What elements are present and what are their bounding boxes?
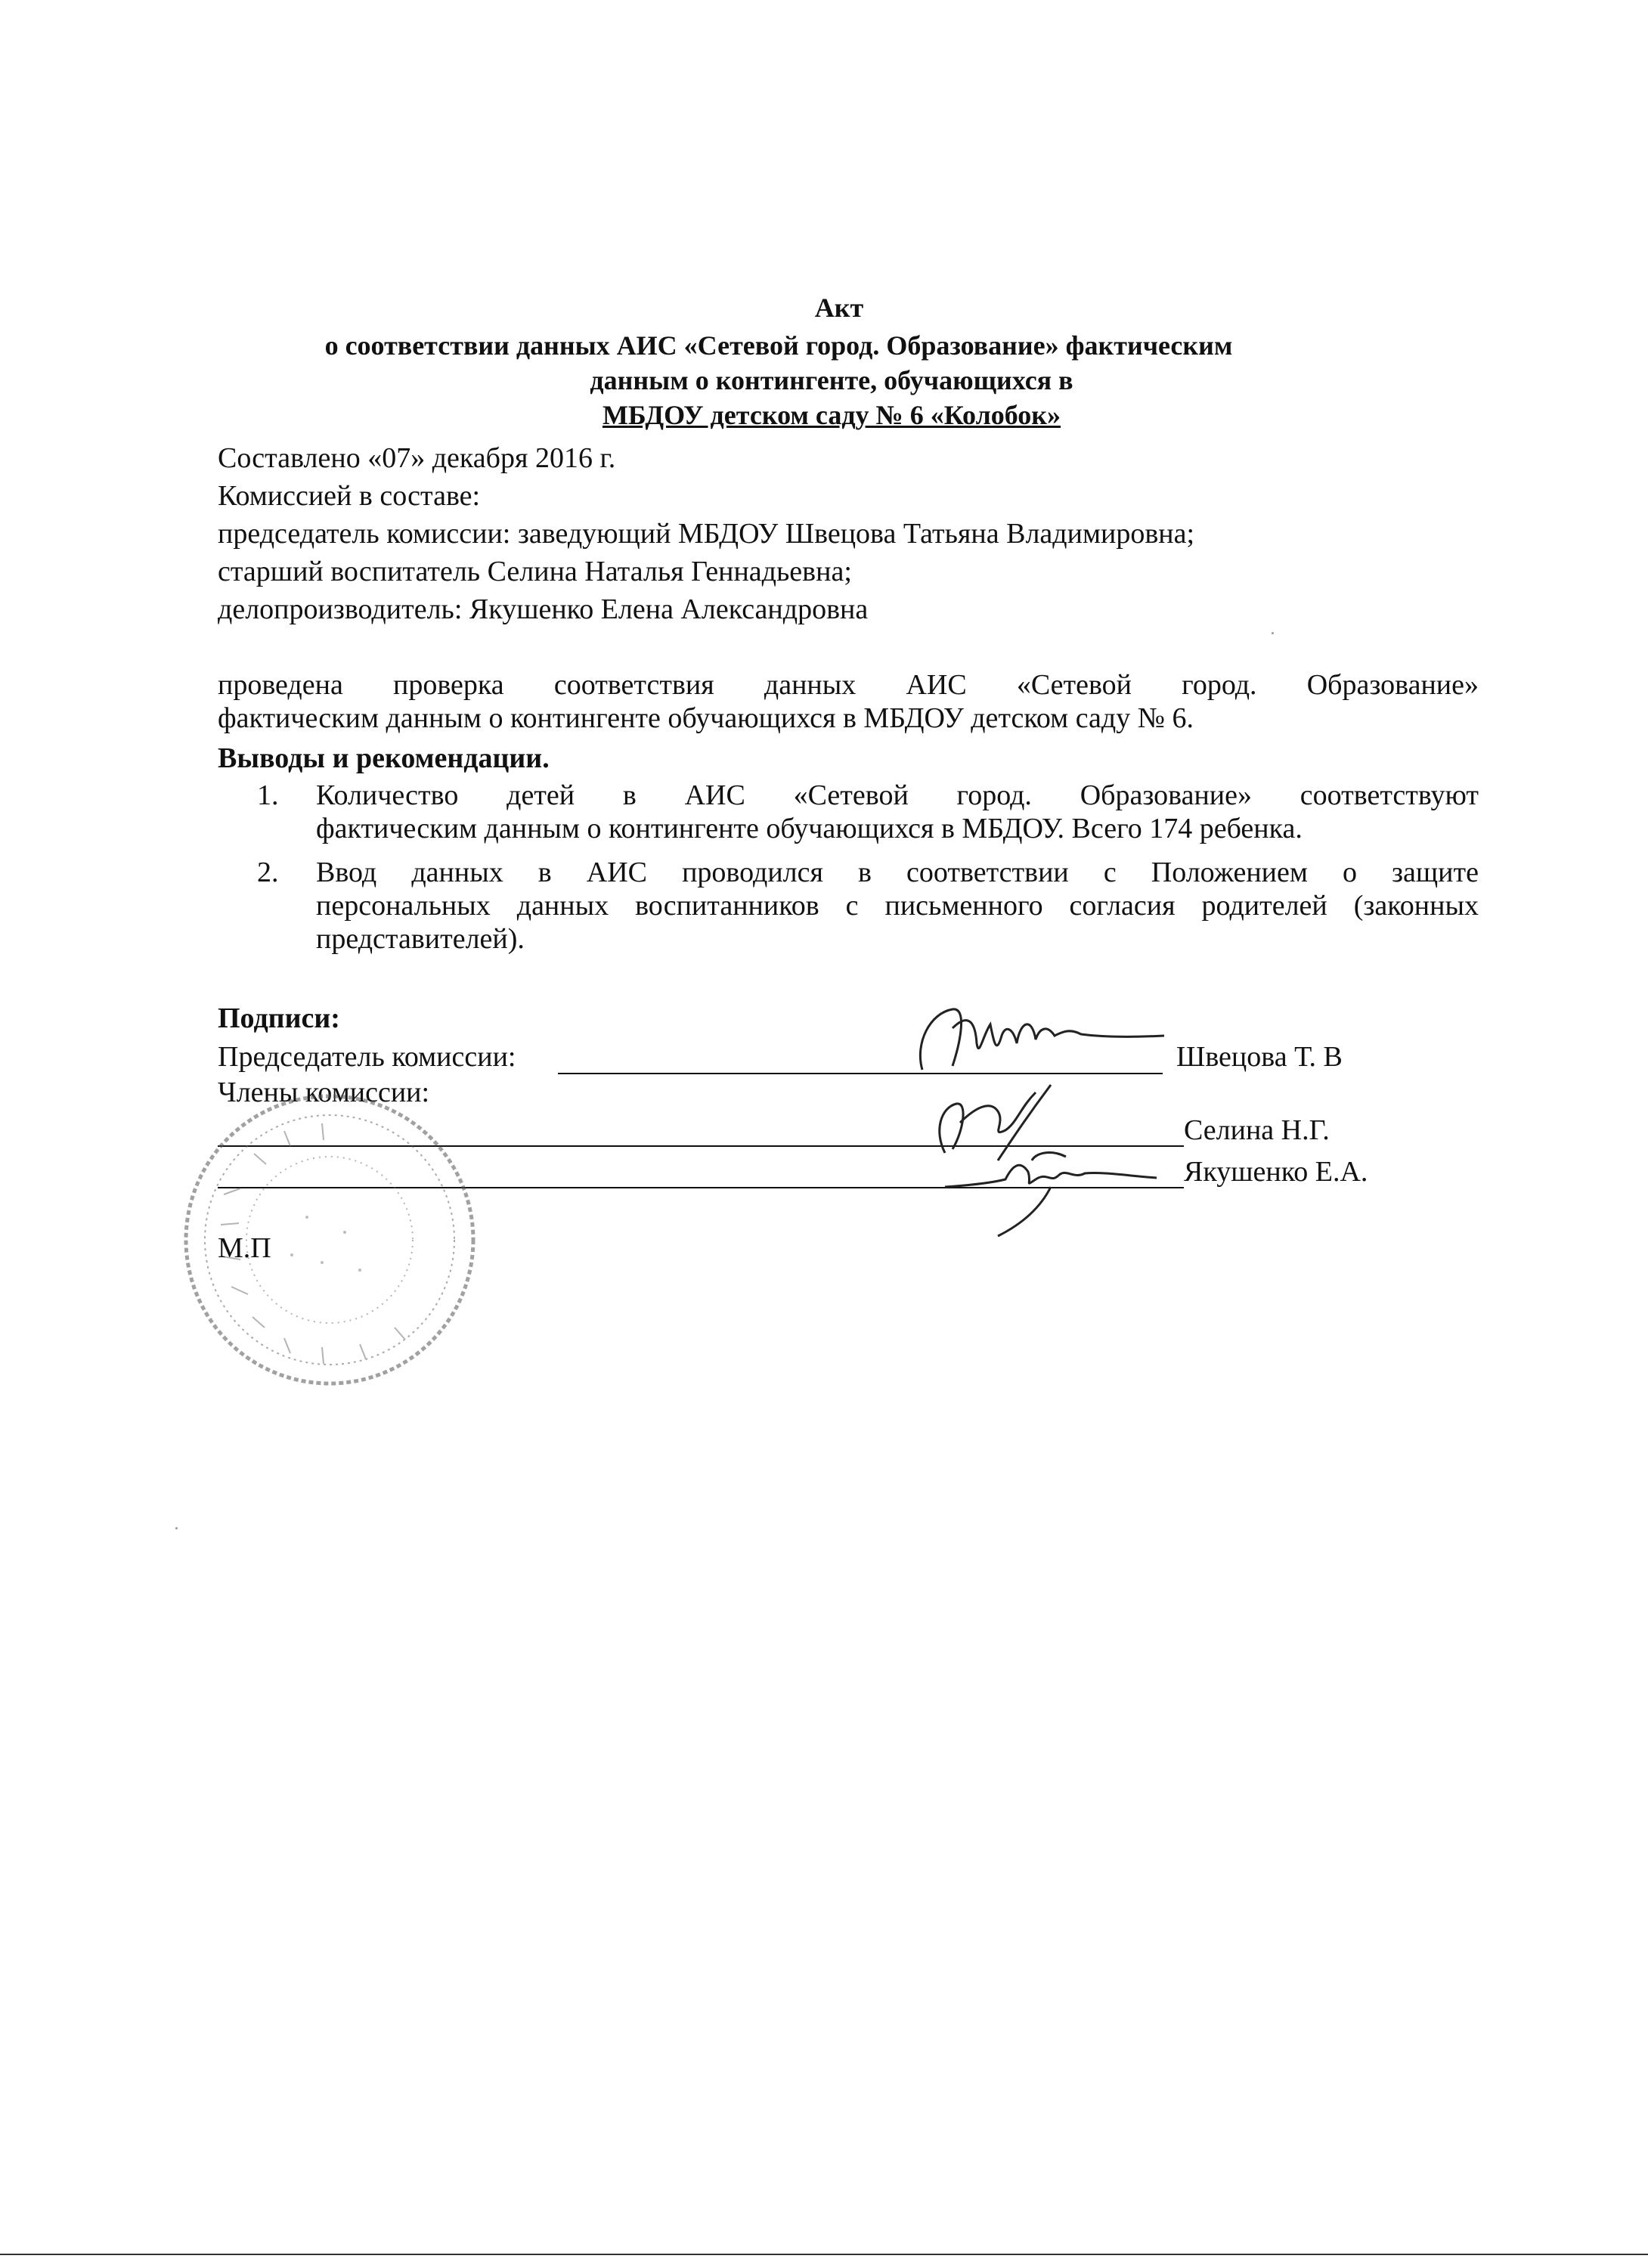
chair-label: Председатель комиссии: xyxy=(218,1041,516,1073)
scan-edge-rule xyxy=(0,2254,1648,2255)
scan-speck xyxy=(1272,632,1274,634)
scan-speck xyxy=(175,1527,178,1529)
list-item-body xyxy=(316,779,1479,845)
document-title: Акт xyxy=(814,293,864,323)
commission-chair: председатель комиссии: заведующий МБДОУ Швецова Татьяна Владимировна; xyxy=(218,518,1195,550)
seal-label: М.П xyxy=(218,1232,271,1264)
check-paragraph-line-1: проведена проверка соответствия данных АИС «Сетевой город. Образование» xyxy=(218,669,1479,701)
document-subtitle-line-1: о соответствии данных АИС «Сетевой город. Образование» фактическим xyxy=(324,330,1233,361)
member2-signature-icon xyxy=(937,1142,1164,1240)
commission-intro: Комиссией в составе: xyxy=(218,480,481,512)
signatures-heading: Подписи: xyxy=(218,1002,340,1034)
list-item-line: фактическим данным о контингенте обучающихся в МБДОУ. Всего 174 ребенка. xyxy=(316,813,1303,844)
document-subtitle-line-2: данным о контингенте, обучающихся в xyxy=(590,365,1073,395)
member1-name: Селина Н.Г. xyxy=(1184,1114,1330,1146)
conclusions-heading: Выводы и рекомендации. xyxy=(218,742,550,774)
list-item-number: 2. xyxy=(257,857,279,888)
list-item-body xyxy=(316,856,1479,956)
list-item-line: персональных данных воспитанников с письменного согласия родителей (законных xyxy=(316,890,1479,922)
list-item xyxy=(218,856,1479,957)
list-item-line: Количество детей в АИС «Сетевой город. Образование» соответствуют xyxy=(316,779,1479,811)
check-paragraph xyxy=(218,668,1479,735)
composed-date: Составлено «07» декабря 2016 г. xyxy=(218,442,616,474)
list-item-number: 1. xyxy=(257,779,279,811)
chair-signature-icon xyxy=(907,998,1187,1081)
commission-senior-educator: старший воспитатель Селина Наталья Геннадьевна; xyxy=(218,556,852,587)
document-subtitle-institution: МБДОУ детском саду № 6 «Колобок» xyxy=(602,400,1061,430)
list-item xyxy=(218,779,1479,847)
members-label: Члены комиссии: xyxy=(218,1077,430,1108)
list-item-line: представителей). xyxy=(316,923,525,955)
list-item-line: Ввод данных в АИС проводился в соответствии с Положением о защите xyxy=(316,857,1479,888)
commission-clerk: делопроизводитель: Якушенко Елена Александровна xyxy=(218,593,869,625)
check-paragraph-line-2: фактическим данным о контингенте обучающихся в МБДОУ детском саду № 6. xyxy=(218,702,1194,734)
member2-name: Якушенко Е.А. xyxy=(1184,1156,1368,1188)
chair-name: Швецова Т. В xyxy=(1176,1041,1343,1073)
